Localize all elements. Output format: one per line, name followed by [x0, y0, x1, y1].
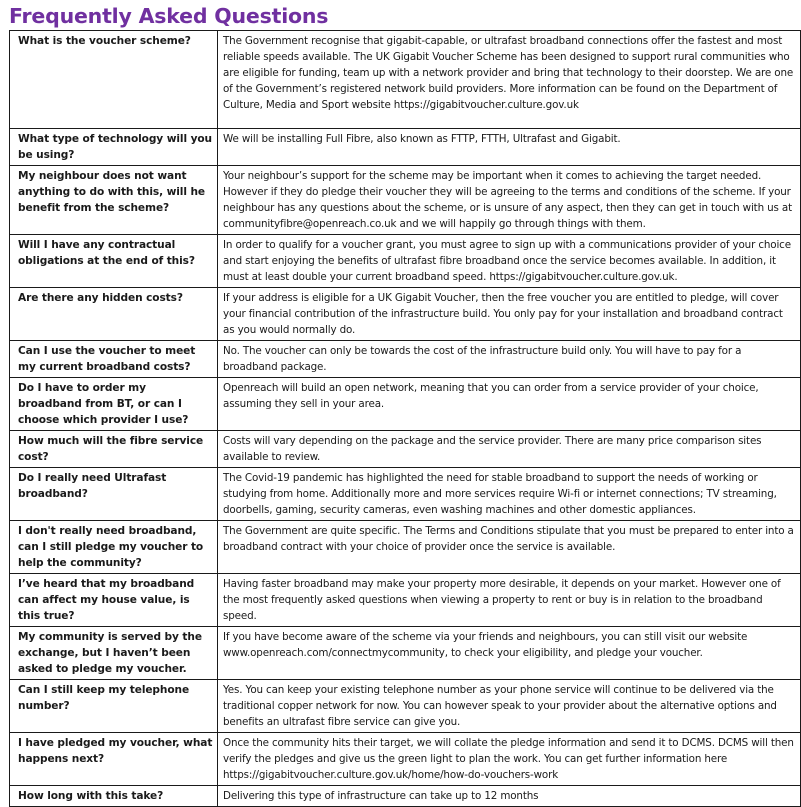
faq-question: How long with this take?	[10, 786, 218, 807]
faq-row	[10, 521, 801, 574]
faq-question: My community is served by the exchange, but I haven’t been asked to pledge my voucher.	[10, 627, 218, 680]
faq-answer: The Government recognise that gigabit-capable, or ultrafast broadband connections offer the fastest and most reliable speeds available. The UK Gigabit Voucher Scheme has been designed to support rural communities who are eligible for funding, team up with a network provider and bring that technology to their doorstep. We are one of the Government’s registered network build providers. More information can be found on the Department of Culture, Media and Sport website https://gigabitvoucher.culture.gov.uk	[218, 31, 801, 129]
faq-question: What type of technology will you be using?	[10, 129, 218, 166]
faq-answer: Delivering this type of infrastructure can take up to 12 months	[218, 786, 801, 807]
faq-question: Do I have to order my broadband from BT, or can I choose which provider I use?	[10, 378, 218, 431]
faq-answer: Once the community hits their target, we will collate the pledge information and send it to DCMS. DCMS will then verify the pledges and give us the green light to plan the work. You can get further information here https://gigabitvoucher.culture.gov.uk/home/how-do-vouchers-work	[218, 733, 801, 786]
faq-answer: If your address is eligible for a UK Gigabit Voucher, then the free voucher you are entitled to pledge, will cover your financial contribution of the infrastructure build. You only pay for your installation and broadband contract as you would normally do.	[218, 288, 801, 341]
faq-row	[10, 341, 801, 378]
faq-row	[10, 378, 801, 431]
faq-question: Can I still keep my telephone number?	[10, 680, 218, 733]
faq-row	[10, 680, 801, 733]
faq-row	[10, 468, 801, 521]
faq-answer: No. The voucher can only be towards the cost of the infrastructure build only. You will have to pay for a broadband package.	[218, 341, 801, 378]
faq-answer: We will be installing Full Fibre, also known as FTTP, FTTH, Ultrafast and Gigabit.	[218, 129, 801, 166]
faq-answer: Yes. You can keep your existing telephone number as your phone service will continue to be delivered via the traditional copper network for now. You can however speak to your provider about the alternative options and benefits an ultrafast fibre service can give you.	[218, 680, 801, 733]
faq-question: I have pledged my voucher, what happens next?	[10, 733, 218, 786]
faq-row	[10, 129, 801, 166]
faq-row	[10, 166, 801, 235]
faq-answer: Openreach will build an open network, meaning that you can order from a service provider of your choice, assuming they sell in your area.	[218, 378, 801, 431]
faq-answer: In order to qualify for a voucher grant, you must agree to sign up with a communications provider of your choice and start enjoying the benefits of ultrafast fibre broadband once the service becomes available. In addition, it must at least double your current broadband speed. https://gigabitvoucher.culture.gov.uk.	[218, 235, 801, 288]
faq-table	[9, 30, 801, 807]
faq-answer: Costs will vary depending on the package and the service provider. There are many price comparison sites available to review.	[218, 431, 801, 468]
faq-question: Are there any hidden costs?	[10, 288, 218, 341]
faq-row	[10, 627, 801, 680]
faq-answer: Having faster broadband may make your property more desirable, it depends on your market. However one of the most frequently asked questions when viewing a property to rent or buy is in relation to the broadband speed.	[218, 574, 801, 627]
faq-row	[10, 733, 801, 786]
faq-row	[10, 574, 801, 627]
faq-question: Can I use the voucher to meet my current broadband costs?	[10, 341, 218, 378]
faq-question: Will I have any contractual obligations at the end of this?	[10, 235, 218, 288]
faq-question: I’ve heard that my broadband can affect my house value, is this true?	[10, 574, 218, 627]
faq-row	[10, 288, 801, 341]
faq-question: Do I really need Ultrafast broadband?	[10, 468, 218, 521]
faq-answer: Your neighbour’s support for the scheme may be important when it comes to achieving the target needed. However if they do pledge their voucher they will be agreeing to the terms and conditions of the scheme. If your neighbour has any questions about the scheme, or is unsure of any aspect, then they can get in touch with us at communityfibre@openreach.co.uk and we will happily go through things with them.	[218, 166, 801, 235]
faq-answer: The Covid-19 pandemic has highlighted the need for stable broadband to support the needs of working or studying from home. Additionally more and more services require Wi-fi or internet connections; TV streaming, doorbells, gaming, security cameras, even washing machines and other domestic appliances.	[218, 468, 801, 521]
faq-answer: The Government are quite specific. The Terms and Conditions stipulate that you must be prepared to enter into a broadband contract with your choice of provider once the service is available.	[218, 521, 801, 574]
faq-row	[10, 235, 801, 288]
faq-row	[10, 786, 801, 807]
faq-question: I don't really need broadband, can I still pledge my voucher to help the community?	[10, 521, 218, 574]
faq-question: What is the voucher scheme?	[10, 31, 218, 129]
faq-question: My neighbour does not want anything to do with this, will he benefit from the scheme?	[10, 166, 218, 235]
faq-answer: If you have become aware of the scheme via your friends and neighbours, you can still visit our website www.openreach.com/connectmycommunity, to check your eligibility, and pledge your voucher.	[218, 627, 801, 680]
faq-row	[10, 431, 801, 468]
page-title: Frequently Asked Questions	[9, 4, 329, 28]
faq-row	[10, 31, 801, 129]
faq-question: How much will the fibre service cost?	[10, 431, 218, 468]
